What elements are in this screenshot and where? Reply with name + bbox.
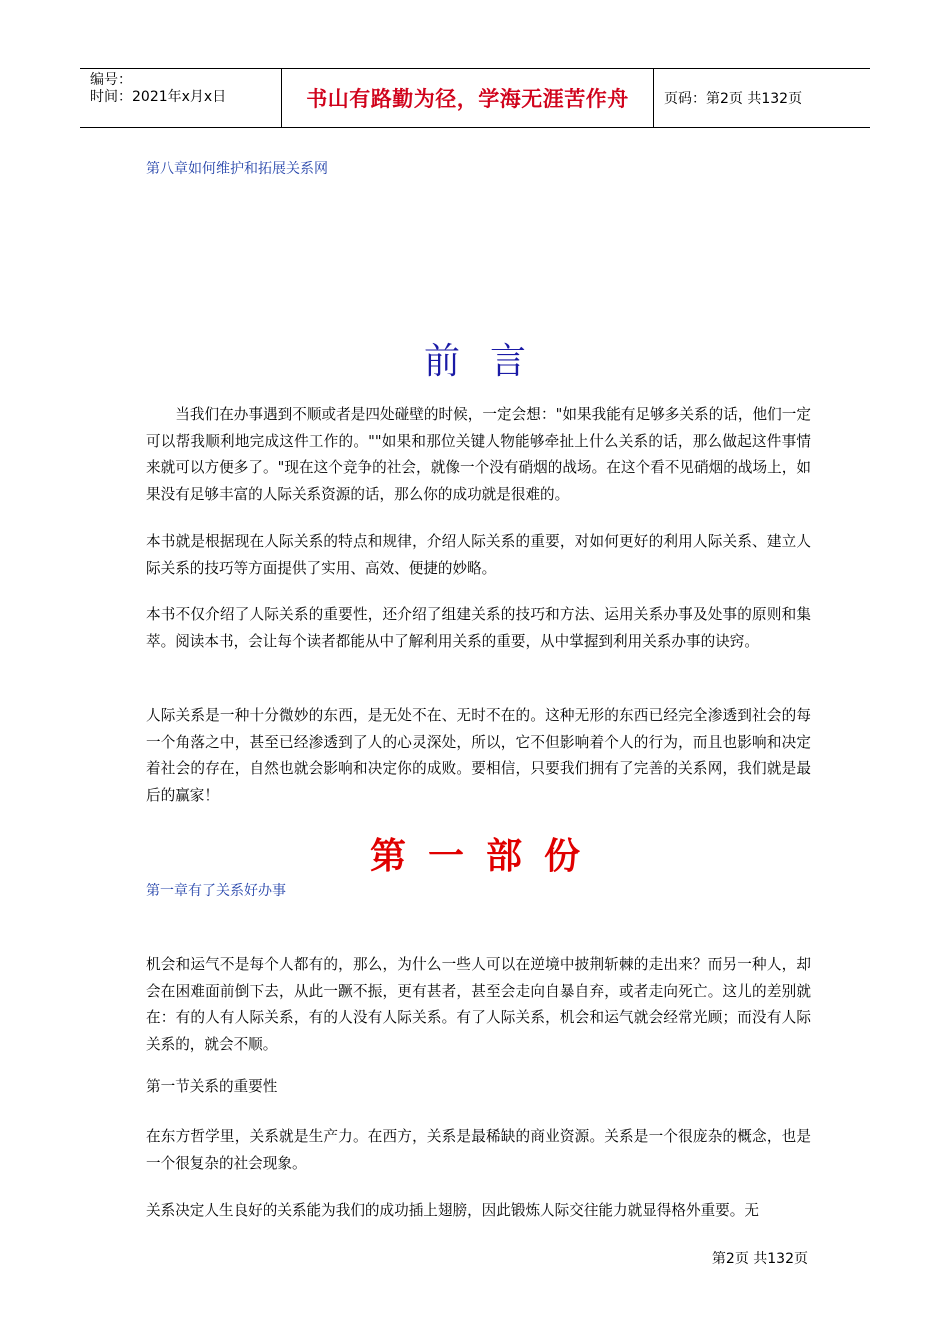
preface-paragraph-1: 当我们在办事遇到不顺或者是四处碰壁的时候，一定会想："如果我能有足够多关系的话，他们一定可以帮我顺利地完成这件工作的。""如果和那位关键人物能够牵扯上什么关系的话，那么做起这件事情来就可以方便多了。"现在这个竞争的社会，就像一个没有硝烟的战场。在这个看不见硝烟的战场上，如果没有足够丰富的人际关系资源的话，那么你的成功就是很难的。 — [146, 406, 811, 503]
section-1-heading: 第一节关系的重要性 — [146, 1078, 278, 1095]
part-one-title: 第一部份 — [369, 836, 602, 877]
chapter-1-paragraph-3: 关系决定人生良好的关系能为我们的成功插上翅膀，因此锻炼人际交往能力就显得格外重要。无 — [146, 1202, 759, 1219]
preface-paragraph-3: 本书不仅介绍了人际关系的重要性，还介绍了组建关系的技巧和方法、运用关系办事及处事的原则和集萃。阅读本书，会让每个读者都能从中了解利用关系的重要，从中掌握到利用关系办事的诀窍。 — [146, 606, 811, 650]
document-number-label: 编号： — [90, 72, 132, 88]
header-motto-cell — [282, 69, 654, 127]
page-footer: 第2页 共132页 — [711, 1251, 808, 1267]
chapter-1-paragraph-1: 机会和运气不是每个人都有的，那么，为什么一些人可以在逆境中披荆斩棘的走出来？而另一种人，却会在困难面前倒下去，从此一蹶不振，更有甚者，甚至会走向自暴自弃，或者走向死亡。这儿的差别就在：有的人有人际关系，有的人没有人际关系。有了人际关系，机会和运气就会经常光顾；而没有人际关系的，就会不顺。 — [146, 956, 811, 1053]
document-time: 时间：2021年x月x日 — [90, 89, 227, 105]
toc-chapter-8-link[interactable]: 第八章如何维护和拓展关系网 — [146, 161, 328, 177]
header-motto: 书山有路勤为径，学海无涯苦作舟 — [306, 87, 629, 111]
chapter-1-paragraph-2: 在东方哲学里，关系就是生产力。在西方，关系是最稀缺的商业资源。关系是一个很庞杂的概念，也是一个很复杂的社会现象。 — [146, 1128, 811, 1172]
header-meta — [80, 69, 282, 127]
page-header — [80, 68, 870, 128]
header-page-info-cell — [654, 69, 870, 127]
preface-paragraph-4: 人际关系是一种十分微妙的东西，是无处不在、无时不在的。这种无形的东西已经完全渗透到社会的每一个角落之中，甚至已经渗透到了人的心灵深处，所以，它不但影响着个人的行为，而且也影响和决定着社会的存在，自然也就会影响和决定你的成败。要相信，只要我们拥有了完善的关系网，我们就是最后的赢家！ — [146, 707, 811, 804]
header-page-info: 页码：第2页 共132页 — [664, 91, 803, 107]
preface-paragraph-2: 本书就是根据现在人际关系的特点和规律，介绍人际关系的重要，对如何更好的利用人际关系、建立人际关系的技巧等方面提供了实用、高效、便捷的妙略。 — [146, 533, 811, 577]
preface-title: 前言 — [423, 341, 556, 382]
chapter-1-link[interactable]: 第一章有了关系好办事 — [146, 883, 286, 899]
